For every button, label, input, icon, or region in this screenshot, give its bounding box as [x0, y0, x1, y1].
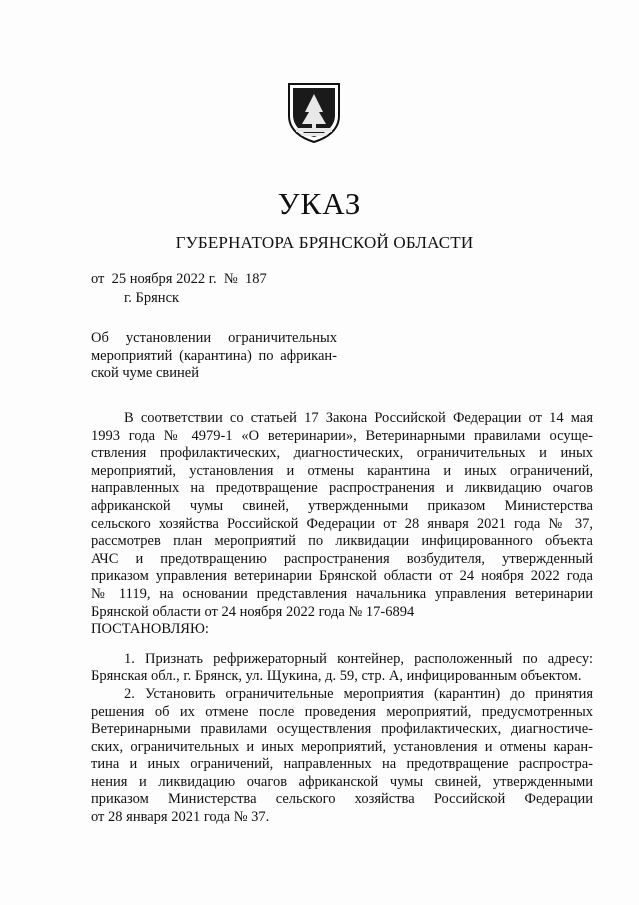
text-line: Брянской области от 24 ноября 2022 года № 17-6894: [91, 603, 415, 620]
paragraph-gap: [91, 639, 593, 651]
document-issuer: ГУБЕРНАТОРА БРЯНСКОЙ ОБЛАСТИ: [175, 233, 474, 252]
city-of-issue: г. Брянск: [124, 290, 180, 306]
text-line: Брянская обл., г. Брянск, ул. Щукина, д. 59, стр. А, инфицированным объектом.: [91, 668, 582, 685]
text-line: мероприятий, установления и отмены карантина и иных ограничений,: [91, 462, 593, 479]
preamble-paragraph: [91, 410, 593, 639]
text-line: 1. Признать рефрижераторный контейнер, расположенный по адресу:: [124, 650, 593, 667]
text-line: № 1119, на основании представления начальника управления ветеринарии: [91, 585, 593, 602]
text-line: приказом Министерства сельского хозяйства Российской Федерации: [91, 791, 593, 808]
decree-body: [91, 410, 593, 827]
item-2-paragraph: [91, 686, 593, 827]
document-title: УКАЗ: [277, 186, 362, 221]
decree-subject: [91, 330, 337, 383]
text-line: рассмотрев план мероприятий по ликвидации инфицированного объекта: [91, 533, 593, 550]
text-line: африканской чумы свиней, утвержденными приказом Министерства: [91, 497, 593, 514]
text-line: 1993 года № 4979-1 «О ветеринарии», Ветеринарными правилами осуще-: [91, 427, 593, 444]
item-1-paragraph: [91, 651, 593, 686]
text-line: Ветеринарными правилами осуществления профилактических, диагностиче-: [91, 721, 593, 738]
text-line: от 28 января 2021 года № 37.: [91, 809, 270, 826]
text-line: ствления профилактических, диагностических, ограничительных и иных: [91, 445, 593, 462]
text-line: сельского хозяйства Российской Федерации от 28 января 2021 года № 37,: [91, 515, 593, 532]
text-line: ских, ограничительных и иных мероприятий, установления и отмены каран-: [91, 738, 593, 755]
text-line: тина и иных ограничений, направленных на предотвращение распростра-: [91, 756, 593, 773]
text-line: АЧС и предотвращению распространения возбудителя, утвержденный: [91, 550, 593, 567]
text-line: приказом управления ветеринарии Брянской области от 24 ноября 2022 года: [91, 568, 593, 585]
text-line: В соответствии со статьей 17 Закона Российской Федерации от 14 мая: [124, 410, 593, 426]
text-line: решения об их отмене после проведения мероприятий, предусмотренных: [91, 703, 593, 720]
subject-line: ской чуме свиней: [91, 365, 199, 382]
text-line: направленных на предотвращение распространения и ликвидацию очагов: [91, 480, 593, 497]
text-line: 2. Установить ограничительные мероприятия (карантин) до принятия: [124, 685, 593, 702]
subject-line: Об установлении ограничительных: [91, 330, 337, 346]
subject-line: мероприятий (карантина) по африкан-: [91, 347, 337, 364]
coat-of-arms-emblem: [286, 82, 342, 144]
date-and-number: от 25 ноября 2022 г. № 187: [91, 271, 267, 287]
decree-word: ПОСТАНОВЛЯЮ:: [91, 621, 209, 638]
text-line: нения и ликвидацию очагов африканской чумы свиней, утвержденными: [91, 773, 593, 790]
